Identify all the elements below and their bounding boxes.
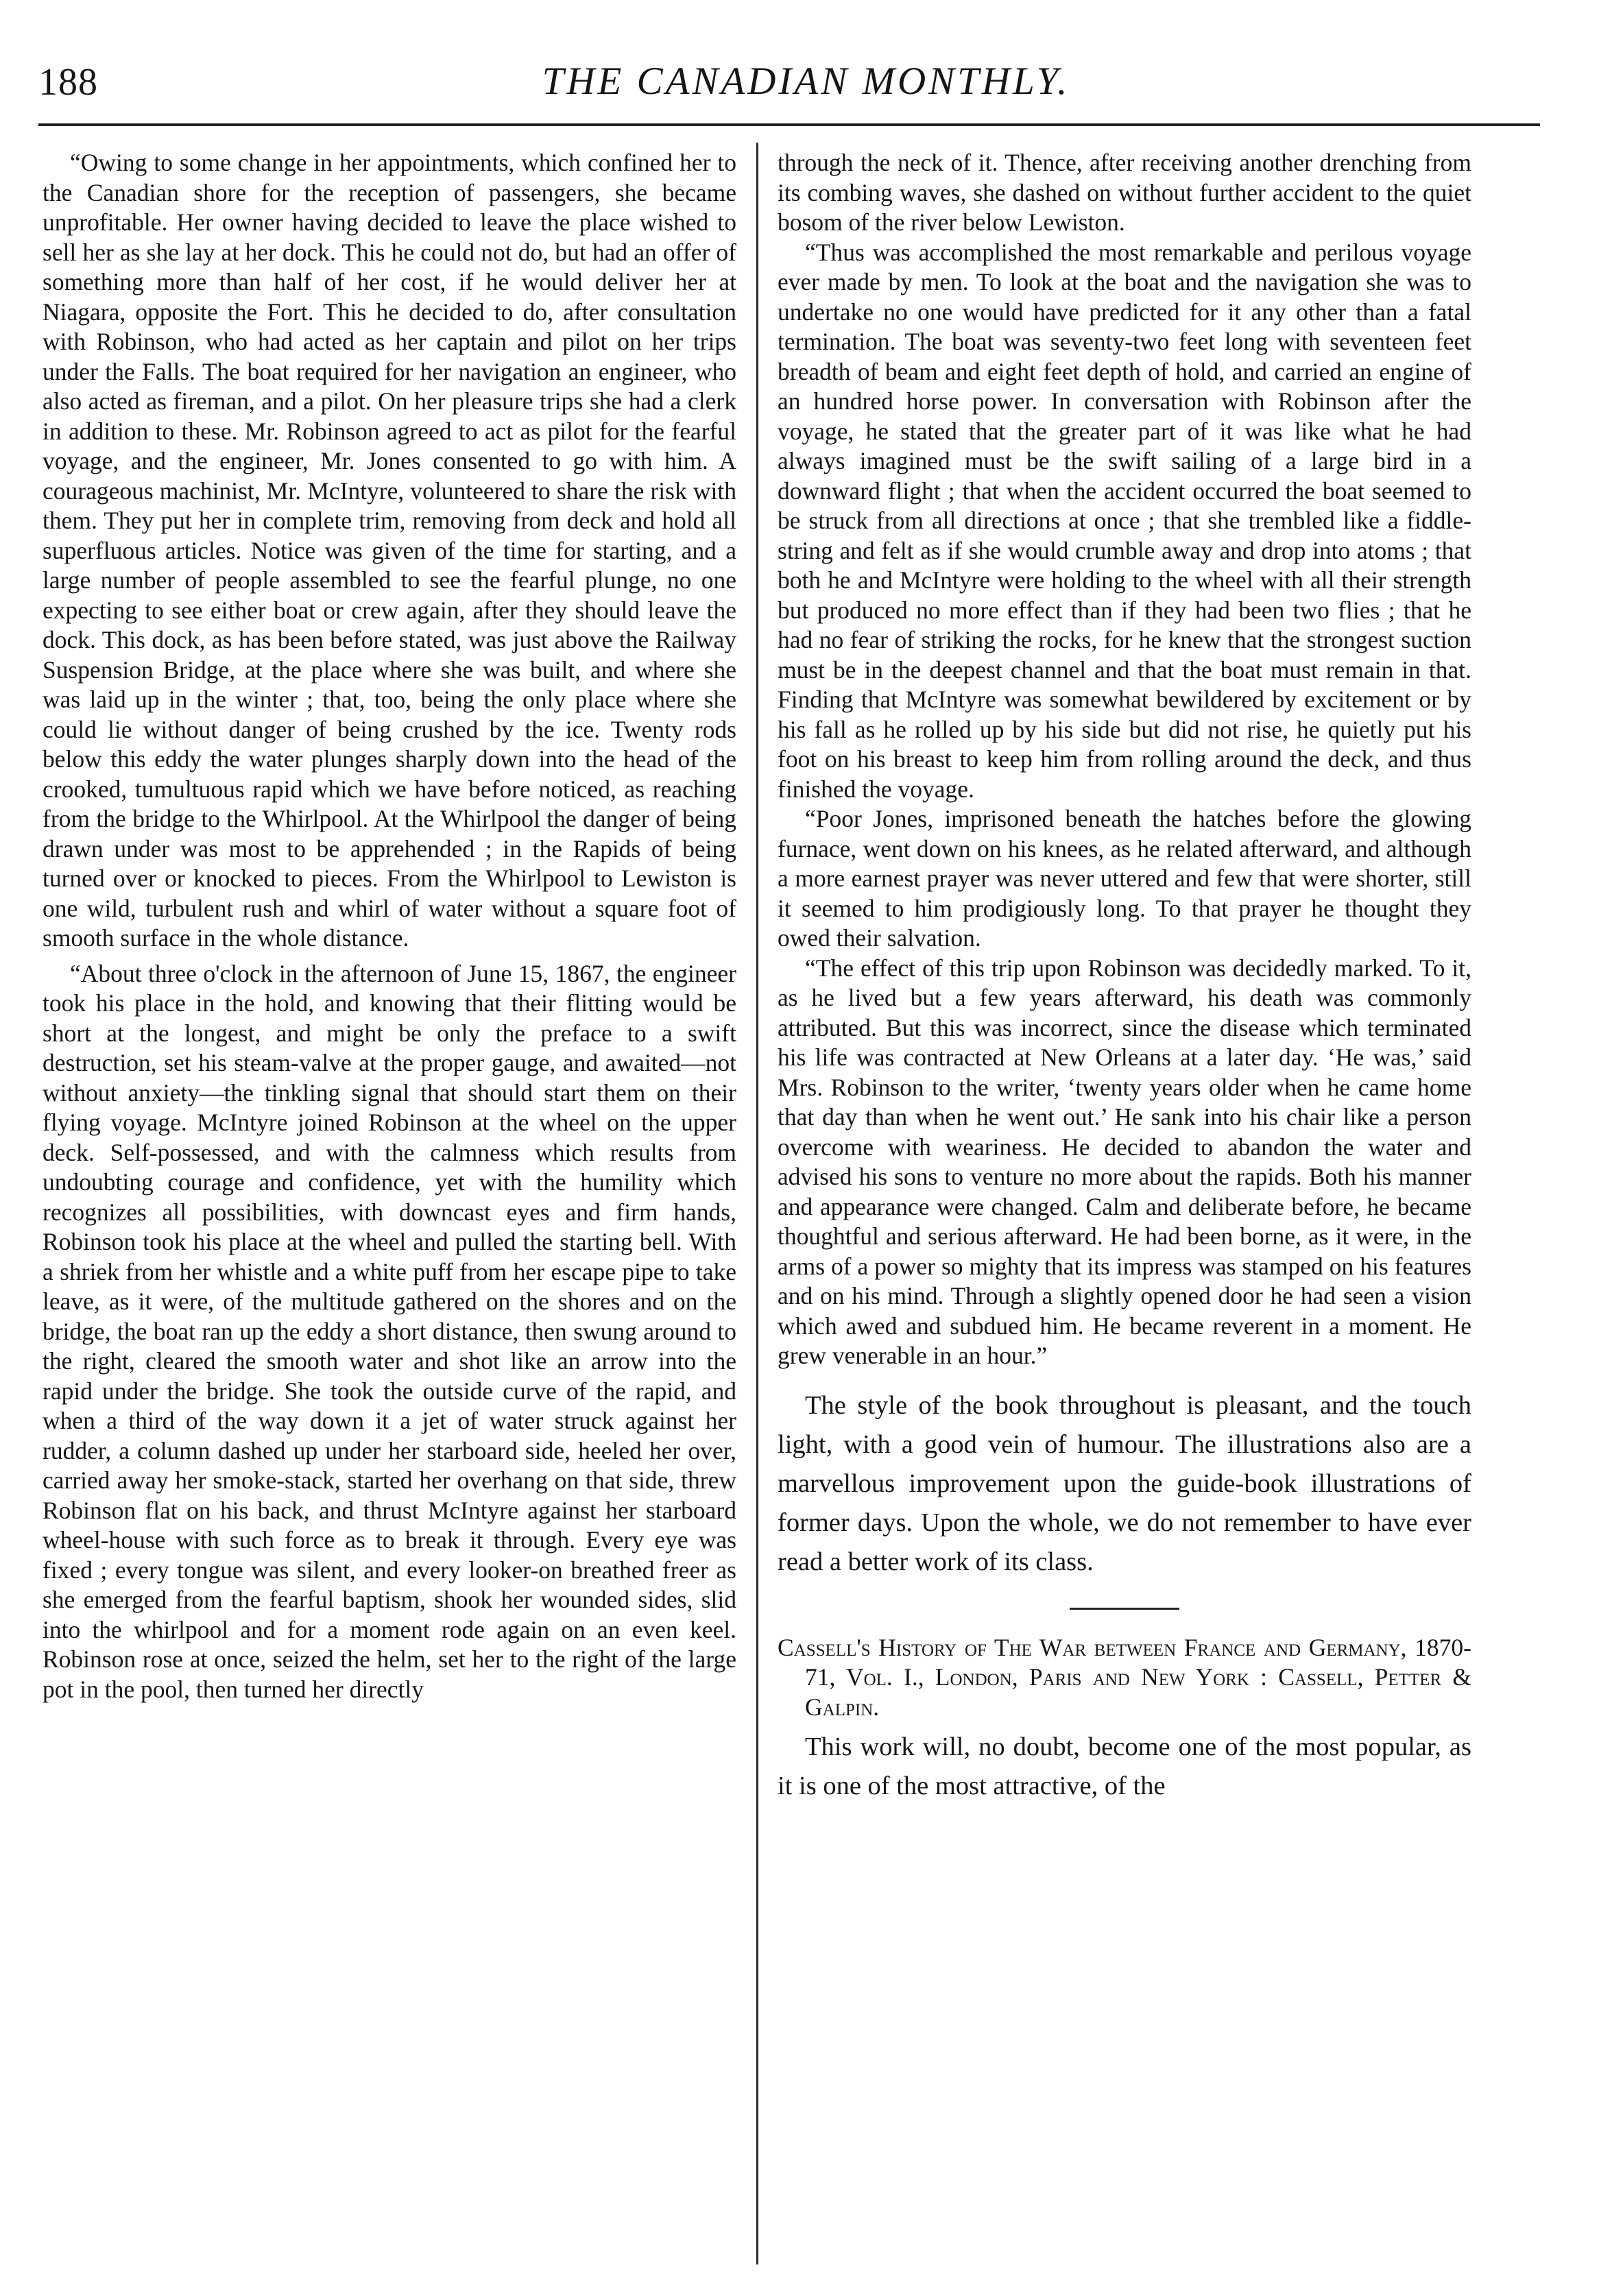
- paragraph: “The effect of this trip upon Robinson was decidedly marked. To it, as he lived but a few years afterward, his death was commonly attributed. But this was incorrect, since the disease which terminated his life was contracted at New Orleans at a later day. ‘He was,’ said Mrs. Robinson to the writer, ‘twenty years older when he came home that day than when he went out.’ He sank into his chair like a person overcome with weariness. He decided to abandon the water and advised his sons to venture no more about the rapids. Both his manner and appearance were changed. Calm and deliberate before, he became thoughtful and serious afterward. He had been borne, as it were, in the arms of a power so mighty that its impress was stamped on his features and on his mind. Through a slightly opened door he had seen a vision which awed and subdued him. He became reverent in a moment. He grew venerable in an hour.”: [778, 954, 1471, 1369]
- review-paragraph: The style of the book throughout is pleasant, and the touch light, with a good vein of humour. The illustrations also are a marvellous improvement upon the guide-book illustrations of former days. Upon the whole, we do not remember to have ever read a better work of its class.: [778, 1390, 1471, 1576]
- running-title: THE CANADIAN MONTHLY.: [542, 60, 1070, 103]
- page-number: 188: [38, 61, 98, 104]
- paragraph: “About three o'clock in the afternoon of June 15, 1867, the engineer took his place in the hold, and knowing that their flitting would be short at the longest, and might be only the preface to a swift destruction, set his steam-valve at the proper gauge, and awaited—not without anxiety—the tinkling signal that should start them on their flying voyage. McIntyre joined Robinson at the wheel on the upper deck. Self-possessed, and with the calmness which results from undoubting courage and confidence, yet with the humility which recognizes all possibilities, with downcast eyes and firm hands, Robinson took his place at the wheel and pulled the starting bell. With a shriek from her whistle and a white puff from her escape pipe to take leave, as it were, of the multitude gathered on the shores and on the bridge, the boat ran up the eddy a short distance, then swung around to the right, cleared the smooth water and shot like an arrow into the rapid under the bridge. She took the outside curve of the rapid, and when a third of the way down it a jet of water struck against her rudder, a column dashed up under her starboard side, heeled her over, carried away her smoke-stack, started her overhang on that side, threw Robinson flat on his back, and thrust McIntyre against her starboard wheel-house with such force as to break it through. Every eye was fixed ; every tongue was silent, and every looker-on breathed freer as she emerged from the fearful baptism, shook her wounded sides, slid into the whirlpool and for a moment rode again on an even keel. Robinson rose at once, seized the helm, set her to the right of the large pot in the pool, then turned her directly: [43, 959, 736, 1703]
- paragraph: “Owing to some change in her appointments, which confined her to the Canadian shore for the reception of passengers, she became unprofitable. Her owner having decided to leave the place wished to sell her as she lay at her dock. This he could not do, but had an offer of something more than half of her cost, if he would deliver her at Niagara, opposite the Fort. This he decided to do, after consultation with Robinson, who had acted as her captain and pilot on her trips under the Falls. The boat required for her navigation an engineer, who also acted as fireman, and a pilot. On her pleasure trips she had a clerk in addition to these. Mr. Robinson agreed to act as pilot for the fearful voyage, and the engineer, Mr. Jones consented to go with him. A courageous machinist, Mr. McIntyre, volunteered to share the risk with them. They put her in complete trim, removing from deck and hold all superfluous articles. Notice was given of the time for starting, and a large number of people assembled to see the fearful plunge, no one expecting to see either boat or crew again, after they should leave the dock. This dock, as has been before stated, was just above the Railway Suspension Bridge, at the place where she was built, and where she was laid up in the winter ; that, too, being the only place where she could lie without danger of being crushed by the ice. Twenty rods below this eddy the water plunges sharply down into the head of the crooked, tumultuous rapid which we have before noticed, as reaching from the bridge to the Whirlpool. At the Whirlpool the danger of being drawn under was most to be apprehended ; in the Rapids of being turned over or knocked to pieces. From the Whirlpool to Lewiston is one wild, turbulent rush and whirl of water without a square foot of smooth surface in the whole distance.: [43, 149, 736, 952]
- left-column: [43, 148, 736, 1704]
- right-column: [778, 148, 1471, 1806]
- review-paragraph: This work will, no doubt, become one of the most popular, as it is one of the most attractive, of the: [778, 1732, 1471, 1800]
- paragraph: through the neck of it. Thence, after receiving another drenching from its combing waves, she dashed on without further accident to the quiet bosom of the river below Lewiston.: [778, 149, 1471, 236]
- column-divider: [756, 143, 758, 2264]
- header-rule: [38, 123, 1540, 126]
- paragraph: “Thus was accomplished the most remarkable and perilous voyage ever made by men. To look at the boat and the navigation she was to undertake no one would have predicted for it any other than a fatal termination. The boat was seventy-two feet long with seventeen feet breadth of beam and eight feet depth of hold, and carried an engine of an hundred horse power. In conversation with Robinson after the voyage, he stated that the greater part of it was like what he had always imagined must be the swift sailing of a large bird in a downward flight ; that when the accident occurred the boat seemed to be struck from all directions at once ; that she trembled like a fiddle-string and felt as if she would crumble away and drop into atoms ; that both he and McIntyre were holding to the wheel with all their strength but produced no more effect than if they had been two flies ; that he had no fear of striking the rocks, for he knew that the strongest suction must be in the deepest channel and that the boat must remain in that. Finding that McIntyre was somewhat bewildered by excitement or by his fall as he rolled up by his side but did not rise, he quietly put his foot on his breast to keep him from rolling around the deck, and thus finished the voyage.: [778, 238, 1471, 803]
- section-rule: [1070, 1608, 1179, 1610]
- book-title-entry: Cassell's History of The War between France and Germany, 1870-71, Vol. I., London, Paris and New York : Cassell, Petter & Galpin.: [778, 1633, 1471, 1721]
- paragraph: “Poor Jones, imprisoned beneath the hatches before the glowing furnace, went down on his knees, as he related afterward, and although a more earnest prayer was never uttered and few that were shorter, still it seemed to him prodigiously long. To that prayer he thought they owed their salvation.: [778, 805, 1471, 952]
